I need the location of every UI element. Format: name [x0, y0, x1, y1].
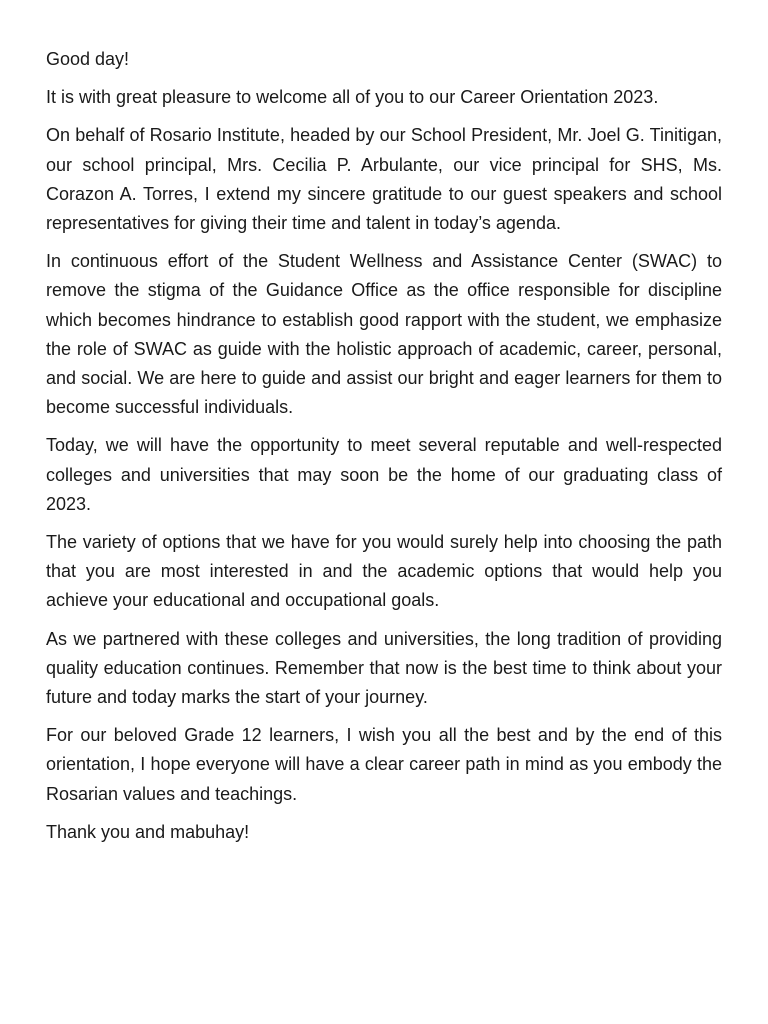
- colleges-paragraph: Today, we will have the opportunity to meet several reputable and well-respected colleges and universities that may soon be the home of our graduating class of 2023.: [46, 435, 722, 514]
- grade12-paragraph: For our beloved Grade 12 learners, I wish you all the best and by the end of this orientation, I hope everyone will have a clear career path in mind as you embody the Rosarian values and teachings.: [46, 725, 722, 804]
- greeting: Good day!: [46, 49, 130, 69]
- swac-paragraph: In continuous effort of the Student Wellness and Assistance Center (SWAC) to remove the stigma of the Guidance Office as the office responsible for discipline which becomes hindrance to establish good rapport with the student, we emphasize the role of SWAC as guide with the holistic approach of academic, career, personal, and social. We are here to guide and assist our bright and eager learners for them to become successful individuals.: [46, 251, 722, 418]
- options-paragraph: The variety of options that we have for you would surely help into choosing the path that you are most interested in and the academic options that would help you achieve your educational and occupational goals.: [46, 532, 722, 611]
- welcome-paragraph: It is with great pleasure to welcome all of you to our Career Orientation 2023.: [46, 87, 659, 108]
- closing: Thank you and mabuhay!: [46, 821, 250, 842]
- partnership-paragraph: As we partnered with these colleges and universities, the long tradition of providing quality education continues. Remember that now is the best time to think about your future and today marks the start of your journey.: [46, 628, 722, 708]
- gratitude-paragraph: On behalf of Rosario Institute, headed by our School President, Mr. Joel G. Tinitigan, our school principal, Mrs. Cecilia P. Arbulante, our vice principal for SHS, Ms. Corazon A. Torres, I extend my sincere gratitude to our guest speakers and school representatives for giving their time and talent in today’s agenda.: [46, 125, 722, 234]
